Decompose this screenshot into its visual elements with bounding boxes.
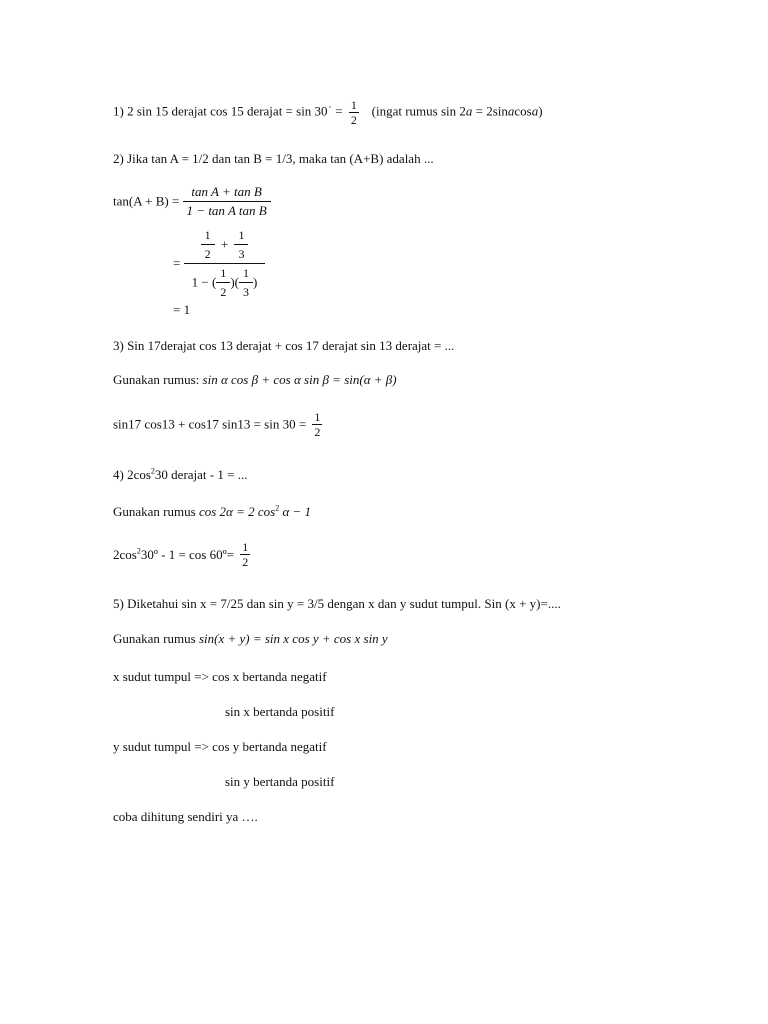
q5-rumus: Gunakan rumus sin(x + y) = sin x cos y + cos x sin y [113, 631, 388, 646]
q1-eq: = [335, 103, 343, 119]
q1-note: (ingat rumus sin 2a = 2sinacosa) [371, 103, 543, 119]
q5-x-line-1: x sudut tumpul => cos x bertanda negatif [113, 669, 327, 684]
question-1: 1) 2 sin 15 derajat cos 15 derajat = sin 30◦ = $\frac{1}{2}$ (ingat rumus sin 2a = 2sinacosa) [113, 98, 543, 127]
q1-text: 1) 2 sin 15 derajat cos 15 derajat = [113, 103, 297, 119]
q2-substitution: = $\frac{1}{2}$ + $\frac{1}{3}$ 1 − ( $\frac{1}{2}$ )( $\frac{1}{3}$ ) [173, 226, 265, 301]
question-3: 3) Sin 17derajat cos 13 derajat + cos 17 derajat sin 13 derajat = ... [113, 338, 455, 353]
q5-x-line-2: sin x bertanda positif [225, 704, 335, 719]
q2-formula: tan(A + B) = $\frac{\text{tan A + tan B}}{\text{1 − tan A tan B}}$ [113, 183, 271, 220]
question-5: 5) Diketahui sin x = 7/25 dan sin y = 3/5 dengan x dan y sudut tumpul. Sin (x + y)=.... [113, 596, 561, 611]
question-4: 4) $2\cos^230$ derajat - 1 = ... [113, 466, 248, 482]
q2-result: = 1 [173, 302, 191, 317]
q1-fraction: $\frac{1}{2}$ [350, 98, 357, 127]
question-2: 2) Jika tan A = 1/2 dan tan B = 1/3, maka tan (A+B) adalah ... [113, 151, 434, 166]
q2-substitution-fraction: $\frac{1}{2}$ + $\frac{1}{3}$ 1 − ( $\frac{1}{2}$ )( $\frac{1}{3}$ ) [184, 226, 266, 301]
q1-sin30: sin 30 [296, 103, 328, 119]
q5-y-line-1: y sudut tumpul => cos y bertanda negatif [113, 739, 327, 754]
q3-rumus: Gunakan rumus: sin α cos β + cos α sin β = sin(α + β) [113, 372, 397, 387]
q4-rumus: Gunakan rumus cos 2α = 2 $\cos^2 \alpha - 1$ [113, 503, 312, 519]
q4-calc: $2\cos^230º - 1 = \cos$ 60º= $\frac{1}{2}$ [113, 540, 249, 569]
q2-formula-fraction: $\frac{\text{tan A + tan B}}{\text{1 − tan A tan B}}$ [183, 183, 271, 220]
q3-calc: sin17 cos13 + cos17 sin13 = sin 30 = $\frac{1}{2}$ [113, 410, 321, 439]
q5-y-line-2: sin y bertanda positif [225, 774, 335, 789]
closing-note: coba dihitung sendiri ya …. [113, 809, 258, 824]
